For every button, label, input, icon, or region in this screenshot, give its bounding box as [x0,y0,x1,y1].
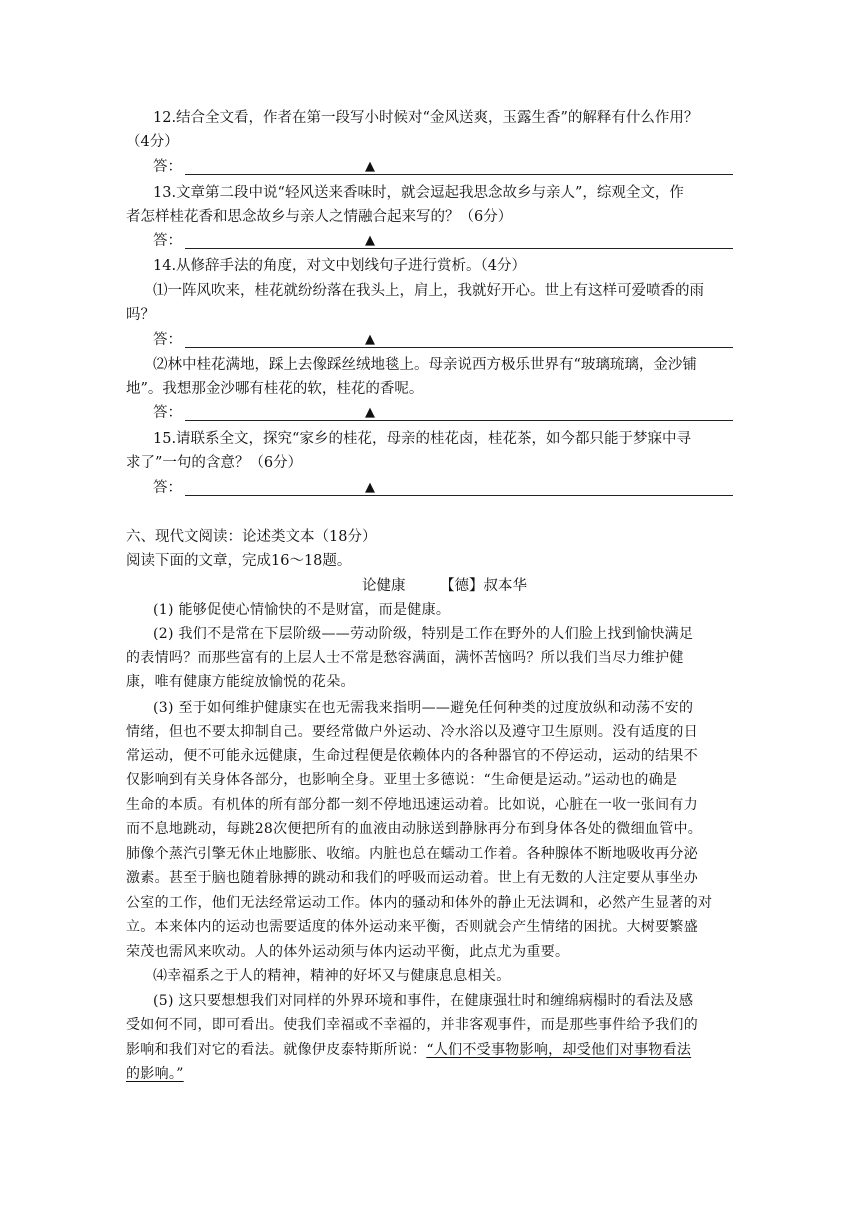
article-paragraph-2-line2: 的表情吗？而那些富有的上层人士不常是愁容满面，满怀苦恼吗？所以我们当尽力维护健 [126,650,684,666]
article-paragraph-3-line1: (3) 至于如何维护健康实在也无需我来指明——避免任何种类的过度放纵和动荡不安的 [153,700,694,716]
q13-line1: 13.文章第二段中说“轻风送来香味时，就会逗起我思念故乡与亲人”，综观全文，作 [153,185,684,201]
article-paragraph-3-line6: 而不息地跳动，每跳28次便把所有的血液由动脉送到静脉再分布到身体各处的微细血管中。 [126,821,703,837]
answer-underline [185,495,733,496]
article-paragraph-3-line8: 激素。甚至于脑也随着脉搏的跳动和我们的呼吸而运动着。世上有无数的人注定要从事坐办 [126,870,698,886]
answer-label: 答： [153,480,182,496]
answer-label: 答： [153,405,182,421]
answer-label: 答： [153,159,182,175]
answer-underline [185,420,733,421]
triangle-marker-icon: ▲ [365,405,375,420]
answer-label: 答： [153,233,182,249]
underlined-quote-end: 的影响。” [126,1066,184,1082]
q13-line2: 者怎样桂花香和思念故乡与亲人之情融合起来写的？（6分） [126,209,513,225]
answer-underline [185,174,733,175]
article-paragraph-1: (1) 能够促使心情愉快的不是财富，而是健康。 [153,602,451,618]
article-paragraph-3-line9: 公室的工作，他们无法经常运动工作。体内的骚动和体外的静止无法调和，必然产生显著的对 [126,895,713,911]
article-paragraph-5-line2: 受如何不同，即可看出。使我们幸福或不幸福的，并非客观事件，而是那些事件给予我们的 [126,1017,698,1033]
article-paragraph-3-line10: 立。本来体内的运动也需要适度的体外运动来平衡，否则就会产生情绪的困扰。大树要繁盛 [126,919,698,935]
q15-line2: 求了”一句的含意？（6分） [126,455,303,471]
answer-underline [185,347,733,348]
section6-heading: 六、现代文阅读：论述类文本（18分） [126,529,377,545]
article-paragraph-3-line4: 仅影响到有关身体各部分，也影响全身。亚里士多德说：“生命便是运动。”运动也的确是 [126,772,678,788]
triangle-marker-icon: ▲ [365,480,375,495]
section6-instruction: 阅读下面的文章，完成16～18题。 [126,553,352,569]
article-paragraph-3-line5: 生命的本质。有机体的所有部分都一刻不停地迅速运动着。比如说，心脏在一收一张间有力 [126,797,698,813]
article-title: 论健康 [362,578,406,594]
triangle-marker-icon: ▲ [365,332,375,347]
article-paragraph-4: ⑷幸福系之于人的精神，精神的好坏又与健康息息相关。 [153,968,511,984]
answer-label: 答： [153,332,182,348]
article-paragraph-3-line3: 常运动，便不可能永远健康，生命过程便是依赖体内的各种器官的不停运动，运动的结果不 [126,748,698,764]
article-paragraph-3-line11: 荣茂也需风来吹动。人的体外运动须与体内运动平衡，此点尤为重要。 [126,944,570,960]
triangle-marker-icon: ▲ [365,159,375,174]
q14-2-answer-line[interactable] [153,403,733,423]
q14-sentence1-line2: 吗？ [126,307,155,323]
article-paragraph-5-line1: (5) 这只要想想我们对同样的外界环境和事件，在健康强壮时和缠绵病榻时的看法及感 [153,993,694,1009]
article-paragraph-3-line7: 肺像个蒸汽引擎无休止地膨胀、收缩。内脏也总在蠕动工作着。各种腺体不断地吸收再分泌 [126,846,698,862]
article-paragraph-3-line2: 情绪，但也不要太抑制自己。要经常做户外运动、冷水浴以及遵守卫生原则。没有适度的日 [126,724,698,740]
q14-sentence1-line1: ⑴一阵风吹来，桂花就纷纷落在我头上，肩上，我就好开心。世上有这样可爱喷香的雨 [153,283,704,299]
q14-intro: 14.从修辞手法的角度，对文中划线句子进行赏析。（4分） [153,258,527,274]
q12-answer-line[interactable] [153,157,733,177]
paragraph-5-text: 影响和我们对它的看法。就像伊皮泰特斯所说： [126,1042,427,1058]
q14-sentence2-line2: 地”。我想那金沙哪有桂花的软，桂花的香呢。 [126,381,424,397]
article-author: 【德】叔本华 [440,578,527,594]
article-paragraph-5-line4 [126,1064,184,1084]
q14-sentence2-line1: ⑵林中桂花满地，踩上去像踩丝绒地毯上。母亲说西方极乐世界有“玻璃琉璃，金沙铺 [153,357,697,373]
q12-line1: 12.结合全文看，作者在第一段写小时候对“金风送爽，玉露生香”的解释有什么作用？ [153,110,699,126]
q12-line2: （4分） [126,134,179,150]
underlined-quote: “人们不受事物影响，却受他们对事物看法 [426,1042,692,1058]
q15-answer-line[interactable] [153,478,733,498]
q13-answer-line[interactable] [153,231,733,251]
triangle-marker-icon: ▲ [365,233,375,248]
article-paragraph-5-line3 [126,1040,691,1060]
answer-underline [185,248,733,249]
article-paragraph-2-line3: 康，唯有健康方能绽放愉悦的花朵。 [126,674,355,690]
article-paragraph-2-line1: (2) 我们不是常在下层阶级——劳动阶级，特别是工作在野外的人们脸上找到愉快满足 [153,626,694,642]
q15-line1: 15.请联系全文，探究“家乡的桂花，母亲的桂花卤，桂花茶，如今都只能于梦寐中寻 [153,431,691,447]
q14-1-answer-line[interactable] [153,330,733,350]
